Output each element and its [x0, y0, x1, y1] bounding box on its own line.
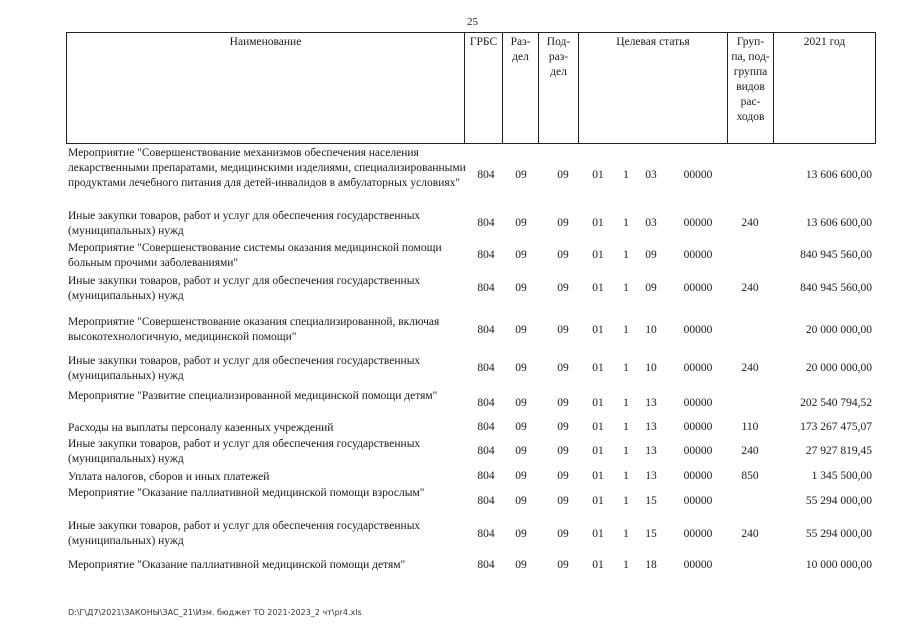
row-t3: 13 [645, 445, 657, 457]
row-t1: 01 [592, 324, 604, 336]
row-t3: 15 [645, 528, 657, 540]
row-t3: 15 [645, 495, 657, 507]
row-t3: 03 [645, 217, 657, 229]
header-group: Груп- па, под- группа видов рас- ходов [728, 33, 774, 143]
row-grbs: 804 [477, 282, 495, 294]
row-name: Иные закупки товаров, работ и услуг для обеспечения государственных (муниципальных) нужд [68, 520, 421, 547]
row-group: 240 [741, 217, 759, 229]
row-razdel: 09 [515, 470, 527, 482]
row-name: Мероприятие "Развитие специализированной медицинской помощи детям" [68, 390, 438, 402]
row-t2: 1 [623, 421, 629, 433]
row-grbs: 804 [477, 470, 495, 482]
row-razdel: 09 [515, 217, 527, 229]
row-razdel: 09 [515, 324, 527, 336]
row-podrazdel: 09 [557, 217, 569, 229]
row-name: Уплата налогов, сборов и иных платежей [68, 471, 270, 483]
row-t2: 1 [623, 470, 629, 482]
row-razdel: 09 [515, 249, 527, 261]
row-t2: 1 [623, 397, 629, 409]
row-t4: 00000 [683, 495, 713, 507]
row-t3: 09 [645, 249, 657, 261]
row-amount: 13 606 600,00 [805, 169, 872, 181]
row-t4: 00000 [683, 397, 713, 409]
row-t1: 01 [592, 470, 604, 482]
row-name: Мероприятие "Оказание паллиативной медицинской помощи детям" [68, 559, 406, 571]
row-name: Мероприятие "Совершенствование системы оказания медицинской помощи больным прочими заболеваниями" [68, 242, 442, 269]
row-grbs: 804 [477, 559, 495, 571]
row-podrazdel: 09 [557, 528, 569, 540]
row-amount: 202 540 794,52 [800, 397, 872, 409]
page-number: 25 [467, 16, 478, 28]
row-razdel: 09 [515, 169, 527, 181]
row-name: Мероприятие "Оказание паллиативной медицинской помощи взрослым" [68, 487, 425, 499]
row-razdel: 09 [515, 282, 527, 294]
row-podrazdel: 09 [557, 421, 569, 433]
row-amount: 27 927 819,45 [805, 445, 872, 457]
row-amount: 1 345 500,00 [811, 470, 872, 482]
header-podrazdel: Под- раз- дел [539, 33, 579, 143]
row-name: Иные закупки товаров, работ и услуг для обеспечения государственных (муниципальных) нужд [68, 275, 421, 302]
row-t4: 00000 [683, 421, 713, 433]
row-podrazdel: 09 [557, 169, 569, 181]
row-grbs: 804 [477, 217, 495, 229]
row-name: Мероприятие "Совершенствование оказания специализированной, включая высокотехнологичную, медицинской помощи" [68, 316, 440, 343]
row-amount: 20 000 000,00 [805, 362, 872, 374]
row-t1: 01 [592, 282, 604, 294]
row-podrazdel: 09 [557, 397, 569, 409]
row-group: 240 [741, 445, 759, 457]
row-name: Иные закупки товаров, работ и услуг для обеспечения государственных (муниципальных) нужд [68, 210, 421, 237]
row-t4: 00000 [683, 445, 713, 457]
row-podrazdel: 09 [557, 249, 569, 261]
row-t3: 18 [645, 559, 657, 571]
row-group: 240 [741, 362, 759, 374]
row-name: Иные закупки товаров, работ и услуг для обеспечения государственных (муниципальных) нужд [68, 438, 421, 465]
row-grbs: 804 [477, 324, 495, 336]
row-t1: 01 [592, 559, 604, 571]
row-razdel: 09 [515, 495, 527, 507]
row-t1: 01 [592, 421, 604, 433]
row-grbs: 804 [477, 169, 495, 181]
row-t4: 00000 [683, 362, 713, 374]
row-razdel: 09 [515, 559, 527, 571]
row-t2: 1 [623, 445, 629, 457]
header-name: Наименование [67, 33, 465, 143]
row-t3: 09 [645, 282, 657, 294]
row-podrazdel: 09 [557, 282, 569, 294]
row-razdel: 09 [515, 362, 527, 374]
row-grbs: 804 [477, 495, 495, 507]
row-t3: 10 [645, 324, 657, 336]
row-t4: 00000 [683, 217, 713, 229]
row-razdel: 09 [515, 445, 527, 457]
file-path-footer: D:\Г\Д7\2021\ЗАКОНЫ\ЗАС_21\Изм. бюджет ТО 2021-2023_2 чт\pr4.xls [68, 608, 362, 617]
row-razdel: 09 [515, 421, 527, 433]
row-t1: 01 [592, 249, 604, 261]
row-t3: 10 [645, 362, 657, 374]
row-t1: 01 [592, 397, 604, 409]
row-podrazdel: 09 [557, 495, 569, 507]
row-group: 240 [741, 282, 759, 294]
row-t4: 00000 [683, 528, 713, 540]
header-target: Целевая статья [579, 33, 728, 143]
row-t2: 1 [623, 282, 629, 294]
row-razdel: 09 [515, 397, 527, 409]
row-t1: 01 [592, 217, 604, 229]
row-t1: 01 [592, 445, 604, 457]
row-amount: 13 606 600,00 [805, 217, 872, 229]
row-name: Мероприятие "Совершенствование механизмов обеспечения населения лекарственными препаратами, медицинскими изделиями, специализированными продуктами лечебного питания для детей-инвалидов в амбулаторных условиях" [68, 147, 466, 189]
row-amount: 20 000 000,00 [805, 324, 872, 336]
row-t2: 1 [623, 362, 629, 374]
table-header [66, 32, 876, 144]
row-t4: 00000 [683, 249, 713, 261]
header-razdel: Раз- дел [503, 33, 539, 143]
row-grbs: 804 [477, 445, 495, 457]
row-razdel: 09 [515, 528, 527, 540]
row-t3: 03 [645, 169, 657, 181]
row-t4: 00000 [683, 559, 713, 571]
row-t1: 01 [592, 528, 604, 540]
row-t4: 00000 [683, 169, 713, 181]
row-podrazdel: 09 [557, 559, 569, 571]
row-group: 850 [741, 470, 759, 482]
row-t4: 00000 [683, 470, 713, 482]
row-amount: 10 000 000,00 [805, 559, 872, 571]
row-grbs: 804 [477, 249, 495, 261]
row-podrazdel: 09 [557, 362, 569, 374]
row-t4: 00000 [683, 282, 713, 294]
row-amount: 840 945 560,00 [800, 249, 872, 261]
row-t2: 1 [623, 528, 629, 540]
row-group: 240 [741, 528, 759, 540]
row-t1: 01 [592, 362, 604, 374]
row-podrazdel: 09 [557, 324, 569, 336]
row-t2: 1 [623, 559, 629, 571]
row-amount: 55 294 000,00 [805, 495, 872, 507]
row-t2: 1 [623, 249, 629, 261]
row-t1: 01 [592, 495, 604, 507]
row-grbs: 804 [477, 528, 495, 540]
row-t1: 01 [592, 169, 604, 181]
row-t3: 13 [645, 470, 657, 482]
row-t2: 1 [623, 324, 629, 336]
row-name: Иные закупки товаров, работ и услуг для обеспечения государственных (муниципальных) нужд [68, 355, 421, 382]
row-amount: 840 945 560,00 [800, 282, 872, 294]
row-t2: 1 [623, 495, 629, 507]
row-t3: 13 [645, 397, 657, 409]
row-grbs: 804 [477, 421, 495, 433]
row-podrazdel: 09 [557, 445, 569, 457]
row-podrazdel: 09 [557, 470, 569, 482]
row-name: Расходы на выплаты персоналу казенных учреждений [68, 422, 334, 434]
row-t2: 1 [623, 169, 629, 181]
row-grbs: 804 [477, 362, 495, 374]
header-grbs: ГРБС [465, 33, 503, 143]
row-t4: 00000 [683, 324, 713, 336]
row-t2: 1 [623, 217, 629, 229]
row-amount: 173 267 475,07 [800, 421, 872, 433]
header-year: 2021 год [803, 36, 846, 48]
row-t3: 13 [645, 421, 657, 433]
row-grbs: 804 [477, 397, 495, 409]
row-group: 110 [741, 421, 759, 433]
row-amount: 55 294 000,00 [805, 528, 872, 540]
